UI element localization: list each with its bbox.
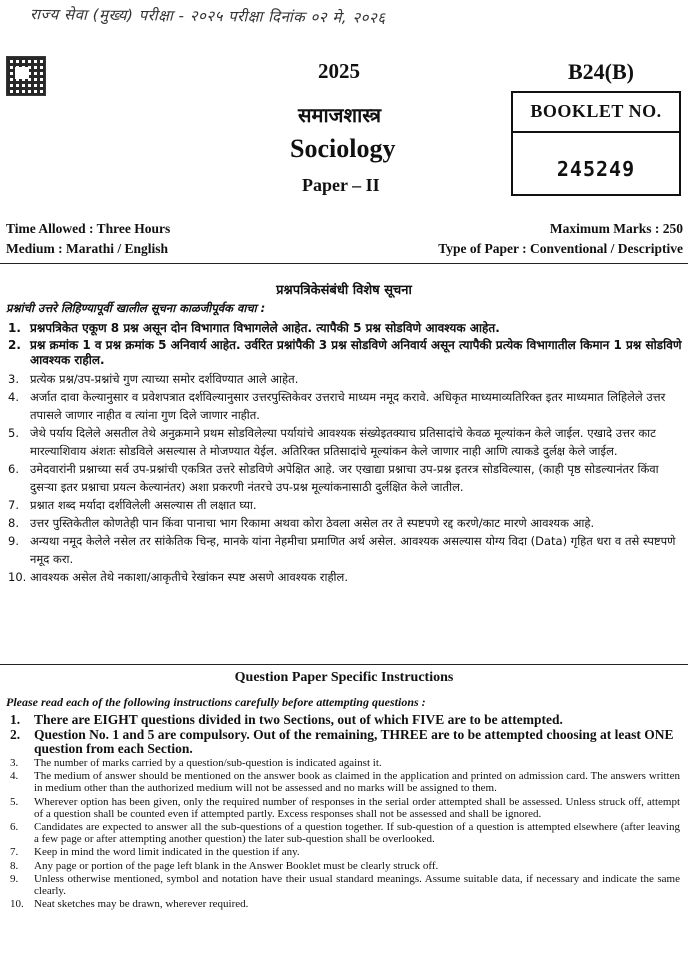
item-text: अन्यथा नमूद केलेले नसेल तर सांकेतिक चिन्ह, मानके यांना नेहमीचा प्रमाणित अर्थ असेल. आवश्यक असल्यास योग्य विदा (Data) गृहित धरा व तसे स्पष्टपणे नमूद करा. — [30, 533, 676, 566]
item-text: उमेदवारांनी प्रश्नाच्या सर्व उप-प्रश्नांची एकत्रित उत्तरे सोडविणे अपेक्षित आहे. जर एखाद्या प्रश्नाचा उप-प्रश्न इतरत्र सोडविल्यास, (काही पृष्ठ सोडल्यानंतर किंवा दुसऱ्या इतर प्रश्नाचा प्रयत्न केल्यानंतर) अशा प्रकरणी नंतरचे उप-प्रश्न मूल्यांकनासाठी दुर्लक्षित केले जातील. — [30, 461, 659, 494]
booklet-number: 245249 — [556, 157, 636, 181]
item-number: 1. — [10, 712, 21, 727]
list-item — [4, 728, 680, 756]
item-number: 10. — [10, 898, 24, 911]
marathi-instructions-list — [4, 321, 684, 586]
item-number: 5. — [10, 795, 19, 808]
marathi-instructions-intro: प्रश्नांची उत्तरे लिहिण्यापूर्वी खालील सूचना काळजीपूर्वक वाचा : — [6, 301, 266, 315]
item-number: 8. — [8, 515, 19, 530]
item-number: 9. — [8, 533, 19, 548]
medium: Medium : Marathi / English — [6, 241, 169, 256]
list-item — [4, 338, 684, 369]
booklet-divider — [513, 131, 679, 133]
english-instructions-title: Question Paper Specific Instructions — [234, 670, 454, 685]
item-text: Any page or portion of the page left blank in the Answer Booklet must be clearly struck off. — [34, 859, 439, 872]
subject-title-marathi: समाजशास्त्र — [298, 103, 382, 127]
item-text: Wherever option has been given, only the required number of responses in the serial order attempted shall be assessed. Unless struck off, attempt of a question shall be counted even if attempted partly. Excess responses shall not be assessed and shall be ignored. — [34, 795, 680, 820]
item-number: 7. — [10, 846, 19, 859]
list-item — [4, 370, 684, 388]
item-text: Candidates are expected to answer all the sub-questions of a question together. If sub-question of a question is attempted elsewhere (after leaving a few page or after attempting another question) the later sub-question shall be overlooked. — [34, 821, 680, 846]
list-item — [4, 757, 680, 769]
item-text: There are EIGHT questions divided in two Sections, out of which FIVE are to be attempted. — [34, 712, 563, 727]
item-number: 3. — [8, 371, 19, 386]
item-number: 1. — [8, 321, 21, 335]
item-text: Question No. 1 and 5 are compulsory. Out of the remaining, THREE are to be attempted choosing at least ONE question from each Section. — [34, 727, 674, 756]
english-instructions-intro: Please read each of the following instructions carefully before attempting questions : — [6, 695, 426, 709]
divider-line — [0, 263, 688, 264]
list-item — [4, 460, 684, 496]
handwritten-exam-note: राज्य सेवा (मुख्य) परीक्षा - २०२५ परीक्षा दिनांक ०२ मे, २०२६ — [29, 5, 386, 27]
item-text: आवश्यक असेल तेथे नकाशा/आकृतीचे रेखांकन स्पष्ट असणे आवश्यक राहील. — [30, 569, 348, 584]
list-item — [4, 898, 680, 910]
item-text: उत्तर पुस्तिकेतील कोणतेही पान किंवा पानाचा भाग रिकामा अथवा कोरा ठेवला असेल तर ते स्पष्टपणे रद्द करणे/काट मारणे आवश्यक आहे. — [30, 515, 595, 530]
paper-code: B24(B) — [568, 59, 634, 84]
item-number: 6. — [8, 461, 19, 476]
list-item — [4, 514, 684, 532]
list-item — [4, 532, 684, 568]
item-number: 4. — [10, 770, 19, 783]
list-item — [4, 796, 680, 820]
exam-year: 2025 — [318, 59, 360, 83]
item-text: The number of marks carried by a question/sub-question is indicated against it. — [34, 757, 382, 769]
item-number: 5. — [8, 425, 19, 440]
maximum-marks: Maximum Marks : 250 — [549, 221, 683, 236]
list-item — [4, 568, 684, 586]
booklet-number-box — [511, 91, 681, 196]
item-text: प्रश्नपत्रिकेत एकूण 8 प्रश्न असून दोन विभागात विभागलेले आहेत. त्यापैकी 5 प्रश्न सोडविणे आवश्यक आहेत. — [30, 321, 500, 335]
item-text: Neat sketches may be drawn, wherever required. — [34, 898, 249, 911]
item-number: 2. — [8, 337, 21, 352]
item-text: प्रश्नात शब्द मर्यादा दर्शविलेली असल्यास ती लक्षात घ्या. — [30, 497, 257, 512]
item-number: 9. — [10, 872, 19, 885]
list-item — [4, 873, 680, 897]
english-instructions-list — [4, 713, 680, 911]
type-of-paper: Type of Paper : Conventional / Descriptive — [438, 241, 683, 256]
marathi-instructions-title: प्रश्नपत्रिकेसंबंधी विशेष सूचना — [276, 283, 412, 298]
item-text: प्रश्न क्रमांक 1 व प्रश्न क्रमांक 5 अनिवार्य आहेत. उर्वरित प्रश्नांपैकी 3 प्रश्न सोडविणे अनिवार्य असून त्यापैकी प्रत्येक विभागातील किमान 1 प्रश्न सोडविणे आवश्यक राहील. — [30, 337, 682, 367]
list-item — [4, 496, 684, 514]
qr-code-icon — [6, 56, 46, 96]
paper-number: Paper – II — [302, 175, 380, 195]
list-item — [4, 713, 680, 727]
item-text: प्रत्येक प्रश्न/उप-प्रश्नांचे गुण त्याच्या समोर दर्शविण्यात आले आहेत. — [30, 371, 299, 386]
list-item — [4, 846, 680, 858]
subject-title-english: Sociology — [290, 134, 396, 163]
item-number: 10. — [8, 569, 27, 584]
item-text: The medium of answer should be mentioned on the answer book as claimed in the application and printed on admission card. The answers written in medium other than the authorized medium will not be assessed and no marks will be assigned to them. — [34, 770, 680, 795]
list-item — [4, 860, 680, 872]
time-allowed: Time Allowed : Three Hours — [6, 221, 171, 236]
item-text: Keep in mind the word limit indicated in the question if any. — [34, 846, 300, 859]
list-item — [4, 821, 680, 845]
item-number: 8. — [10, 859, 19, 872]
item-number: 6. — [10, 821, 19, 834]
list-item — [4, 770, 680, 794]
divider-line — [0, 664, 688, 665]
booklet-label: BOOKLET NO. — [530, 101, 662, 121]
item-number: 4. — [8, 389, 19, 404]
item-number: 7. — [8, 497, 19, 512]
list-item — [4, 321, 684, 337]
item-number: 2. — [10, 727, 21, 742]
item-text: Unless otherwise mentioned, symbol and notation have their usual standard meanings. Assume suitable data, if necessary and indicate the same clearly. — [34, 872, 680, 898]
list-item — [4, 424, 684, 460]
list-item — [4, 388, 684, 424]
item-text: जेथे पर्याय दिलेले असतील तेथे अनुक्रमाने प्रथम सोडविलेल्या पर्यायांचे आवश्यक संख्येइतक्याच प्रतिसादांचे केवळ मूल्यांकन केले जाईल. एखादे उत्तर काट मारल्याशिवाय अंशतः सोडविले असल्यास ते मोजण्यात येईल. अतिरिक्त प्रतिसादांचे मूल्यांकन केले जाणार नाही आणि त्याकडे दुर्लक्ष केले जाईल. — [30, 425, 656, 458]
item-text: अर्जात दावा केल्यानुसार व प्रवेशपत्रात दर्शविल्यानुसार उत्तरपुस्तिकेवर उत्तराचे माध्यम नमूद करावे. अधिकृत माध्यमाव्यतिरिक्त इतर माध्यमात लिहिलेले उत्तर तपासले जाणार नाहीत व त्यांना गुण दिले जाणार नाहीत. — [30, 389, 666, 422]
item-number: 3. — [10, 757, 19, 769]
